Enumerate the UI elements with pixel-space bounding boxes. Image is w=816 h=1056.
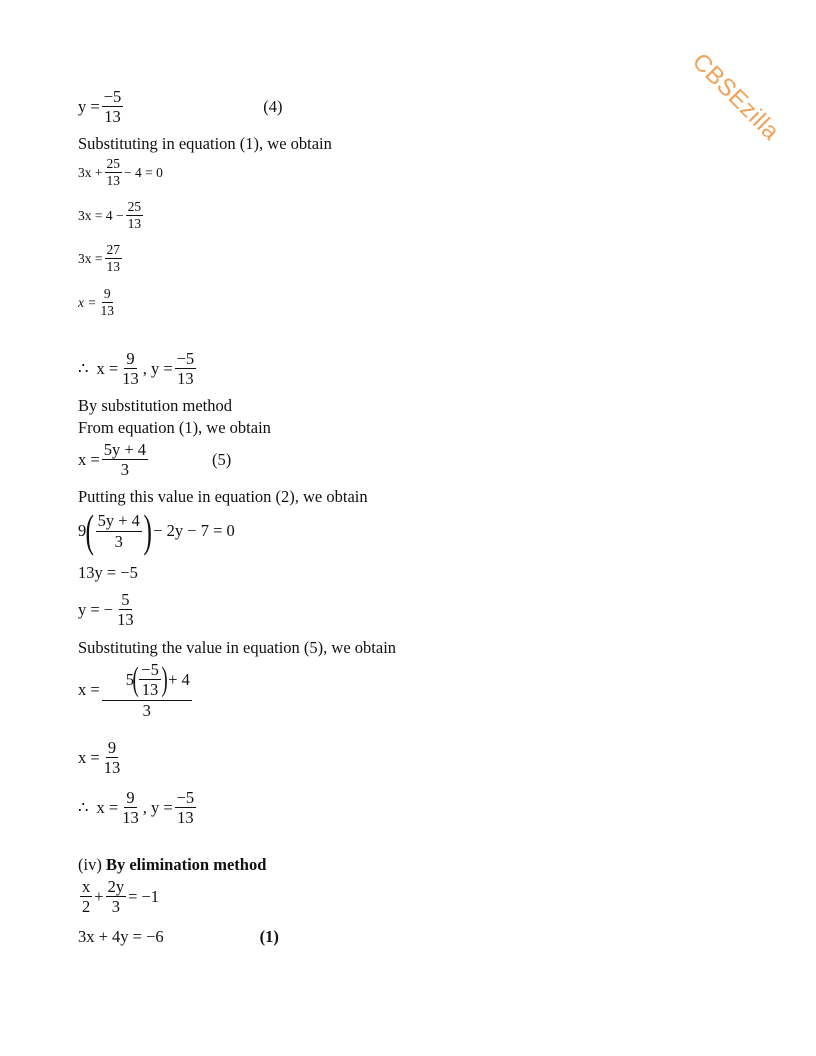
numerator (102, 661, 192, 701)
equation-tag: (4) (263, 96, 283, 116)
inner-denominator: 13 (141, 680, 159, 700)
equation-step (78, 739, 124, 777)
equation-step (78, 661, 194, 719)
eq-part: x = (96, 797, 119, 817)
denominator: 13 (177, 808, 194, 828)
inner-numerator: −5 (141, 660, 159, 679)
denominator: 13 (177, 369, 194, 389)
coefficient: 5 (125, 670, 134, 690)
denominator: 13 (104, 107, 121, 127)
eq-part: x = (78, 294, 97, 310)
eq-part: + 4 (168, 670, 190, 690)
therefore-symbol: ∴ (78, 358, 89, 378)
denominator: 13 (127, 216, 142, 232)
left-paren: ( (85, 505, 95, 556)
denominator: 2 (82, 897, 91, 917)
left-paren: ( (132, 660, 139, 698)
denominator: 3 (111, 897, 120, 917)
denominator: 3 (120, 460, 129, 480)
fraction (126, 200, 144, 231)
eq-part: − 4 = 0 (124, 164, 163, 180)
fraction (175, 350, 197, 388)
fraction (105, 157, 123, 188)
eq-part: 3x + (78, 164, 103, 180)
numerator: −5 (176, 788, 195, 807)
equation-step (78, 878, 159, 916)
right-paren: ) (143, 505, 152, 556)
numerator: 27 (105, 243, 123, 259)
fraction (80, 878, 92, 916)
numerator: x (82, 877, 91, 896)
eq-lhs: y = (78, 96, 100, 116)
eq-part: x = (96, 358, 119, 378)
text-line: Substituting in equation (1), we obtain (78, 134, 332, 153)
denominator: 13 (100, 303, 114, 319)
eq-part: 3x = (78, 250, 103, 266)
denominator: 13 (117, 610, 134, 630)
eq-part: = −1 (128, 886, 160, 906)
numerator: 9 (102, 287, 113, 303)
section-title: By elimination method (105, 855, 267, 874)
numerator: 25 (126, 200, 144, 216)
text-line: From equation (1), we obtain (78, 418, 271, 437)
numerator: 25 (105, 157, 123, 173)
denominator: 13 (106, 173, 120, 189)
fraction (175, 789, 197, 827)
eq-lhs: x = (78, 679, 100, 699)
therefore-symbol: ∴ (78, 797, 89, 817)
denominator: 13 (122, 808, 139, 828)
watermark: CBSEzilla (686, 48, 785, 146)
equation-step (78, 505, 235, 556)
eq-part: − 2y − 7 = 0 (153, 521, 235, 540)
equation-tag: (5) (212, 449, 232, 469)
equation-x-expression (78, 441, 231, 479)
fraction (102, 661, 192, 719)
denominator: 13 (103, 758, 121, 778)
equation-step (78, 287, 118, 318)
equation-step (78, 157, 163, 188)
right-paren: ) (161, 660, 168, 698)
fraction (120, 350, 141, 388)
fraction (102, 88, 124, 126)
fraction (106, 878, 127, 916)
eq-lhs: 3x + 4y = −6 (78, 927, 164, 946)
coefficient: 9 (78, 521, 87, 540)
numerator: 9 (126, 788, 135, 807)
eq-part: 3x = 4 − (78, 207, 124, 223)
text-line: By substitution method (78, 396, 233, 415)
fraction (120, 789, 141, 827)
numerator: 5y + 4 (103, 440, 146, 459)
equation-step (78, 200, 145, 231)
section-label: (iv) (78, 855, 102, 874)
section-heading (78, 857, 266, 874)
eq-lhs: x = (78, 747, 100, 767)
equation-step (78, 243, 124, 274)
fraction (96, 512, 142, 550)
numerator: −5 (176, 349, 195, 368)
fraction (105, 243, 123, 274)
eq-part: + (94, 886, 104, 906)
numerator: −5 (103, 87, 122, 106)
numerator: 9 (126, 349, 135, 368)
eq-lhs: x = (78, 449, 100, 469)
denominator: 3 (142, 700, 151, 720)
denominator: 3 (114, 531, 123, 551)
eq-part: , y = (142, 797, 173, 817)
inner-fraction (139, 661, 161, 699)
equation-step (78, 591, 138, 629)
equation-line: 13y = −5 (78, 563, 138, 582)
result-line (78, 789, 198, 827)
equation-step (78, 927, 279, 947)
numerator: 5y + 4 (97, 511, 140, 531)
fraction (102, 739, 123, 777)
eq-part: , y = (142, 358, 173, 378)
fraction (102, 441, 148, 479)
eq-lhs: y = − (78, 599, 114, 619)
text-line: Putting this value in equation (2), we obtain (78, 487, 368, 506)
result-line (78, 350, 198, 388)
numerator: 2y (107, 877, 125, 896)
numerator: 9 (107, 738, 117, 757)
fraction (115, 591, 136, 629)
denominator: 13 (122, 369, 139, 389)
fraction (98, 287, 116, 318)
numerator: 5 (121, 590, 130, 609)
text-line: Substituting the value in equation (5), we obtain (78, 638, 397, 657)
denominator: 13 (106, 259, 120, 275)
equation-y-value (78, 88, 283, 126)
equation-tag: (1) (259, 927, 279, 946)
